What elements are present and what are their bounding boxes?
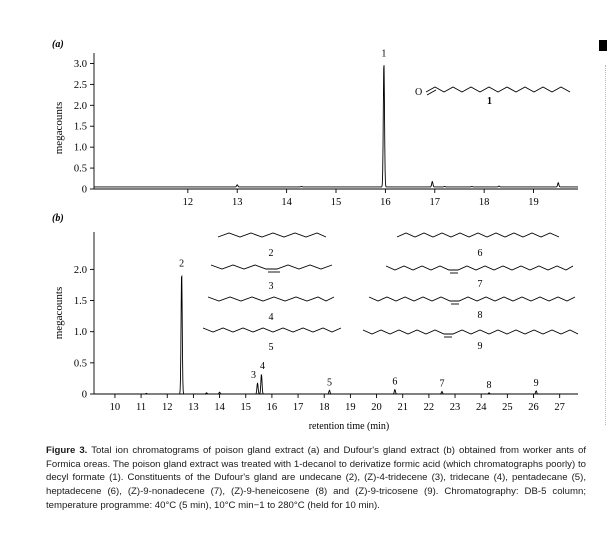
structure-5-chain — [203, 328, 341, 332]
b-x-tick-label: 22 — [423, 402, 435, 413]
structure-1-oxygen: O — [415, 87, 423, 98]
caption-text: Total ion chromatograms of poison gland extract (a) and Dufour's gland extract (b) obtained from worker ants of Formica oreas. The poison gland extract was treated with 1-decanol to derivatize formic acid (which chromatographs poorly) to decyl formate (1). Constituents of the Dufour's gland are undecane (2), (Z)-4-tridecene (3), tridecane (4), pentadecane (5), heptadecene (6), (Z)-9-nonadecene (7), (Z)-9-heneicosene (8) and (Z)-9-tricosene (9). Chromatography: DB-5 column; temperature programme: 40°C (5 min), 10°C min−1 to 280°C (held for 10 min). — [46, 445, 587, 511]
structure-1-chain — [426, 87, 570, 92]
b-x-tick-label: 18 — [318, 402, 330, 413]
figure-caption — [46, 444, 586, 513]
b-x-tick-label: 17 — [292, 402, 304, 413]
structure-4-label: 4 — [268, 312, 274, 323]
a-y-tick-label: 2.0 — [73, 100, 87, 112]
a-x-tick-label: 17 — [429, 197, 441, 208]
structure-8-chain — [369, 297, 575, 301]
panel-a — [52, 39, 578, 208]
structure-7-chain — [386, 266, 573, 270]
b-y-tick-label: 0.5 — [73, 358, 87, 370]
page-edge-marker — [599, 40, 607, 51]
structure-5-label: 5 — [268, 342, 274, 353]
a-y-tick-label: 1.5 — [73, 121, 87, 133]
a-x-tick-label: 15 — [330, 197, 342, 208]
a-y-tick-label: 0.5 — [73, 163, 87, 175]
structure-9-chain — [363, 330, 578, 334]
peak-label-7: 7 — [439, 378, 445, 390]
b-x-tick-label: 14 — [214, 402, 225, 413]
panel-a-y-axis — [74, 53, 94, 196]
a-x-tick-label: 12 — [182, 197, 194, 208]
peak-label-8: 8 — [486, 379, 492, 391]
structure-4-chain — [208, 297, 334, 301]
peak-label-3: 3 — [251, 369, 257, 381]
peak-label-5: 5 — [326, 377, 332, 389]
panel-a-x-axis — [94, 189, 578, 208]
structure-3-label: 3 — [268, 281, 274, 292]
panel-a-label: (a) — [52, 39, 64, 50]
b-x-tick-label: 27 — [554, 402, 565, 413]
b-x-tick-label: 23 — [449, 402, 461, 413]
b-y-tick-label: 1.5 — [73, 296, 87, 308]
structure-8-label: 8 — [477, 310, 483, 321]
a-y-tick-label: 3.0 — [73, 58, 87, 70]
b-x-tick-label: 11 — [136, 402, 147, 413]
panel-a-y-axis-label: megacounts — [53, 101, 65, 155]
panel-a-peak-labels — [381, 48, 386, 59]
b-x-tick-label: 12 — [162, 402, 173, 413]
b-x-tick-label: 20 — [371, 402, 382, 413]
a-x-tick-label: 14 — [281, 197, 292, 208]
peak-label-2: 2 — [179, 258, 185, 270]
structure-6-label: 6 — [477, 248, 483, 259]
peak-label-9: 9 — [533, 377, 539, 389]
b-x-tick-label: 13 — [188, 402, 199, 413]
panel-b-y-axis-label: megacounts — [53, 286, 65, 340]
page-edge-dotted-line — [605, 65, 606, 425]
panel-a-chromatogram-trace — [94, 65, 578, 187]
peak-label-1: 1 — [381, 48, 387, 60]
structure-9-label: 9 — [477, 341, 483, 352]
panel-b-chromatogram-trace — [94, 276, 578, 394]
structure-7-label: 7 — [477, 279, 483, 290]
b-x-tick-label: 15 — [240, 402, 251, 413]
panel-b-y-axis — [74, 232, 94, 401]
b-x-tick-label: 16 — [266, 402, 278, 413]
b-x-tick-label: 25 — [502, 402, 513, 413]
b-x-tick-label: 19 — [345, 402, 356, 413]
panel-b-peak-labels — [179, 258, 538, 391]
caption-label: Figure 3. — [46, 445, 88, 456]
b-y-tick-label: 2.0 — [73, 264, 87, 276]
a-x-tick-label: 16 — [380, 197, 391, 208]
structure-1 — [415, 87, 570, 107]
structure-3-chain — [211, 265, 332, 269]
panel-b-x-axis-label: retention time (min) — [308, 421, 390, 432]
panel-b-x-axis — [94, 394, 578, 413]
structure-1-label: 1 — [487, 96, 492, 107]
peak-label-6: 6 — [392, 376, 398, 388]
panel-b-label: (b) — [52, 213, 64, 224]
structure-2-label: 2 — [268, 248, 274, 259]
a-y-tick-label: 0 — [81, 184, 87, 196]
b-x-tick-label: 21 — [397, 402, 408, 413]
b-x-tick-label: 24 — [475, 402, 487, 413]
panel-b — [52, 213, 578, 432]
a-y-tick-label: 1.0 — [73, 142, 87, 154]
structure-2-chain — [218, 233, 326, 237]
b-y-tick-label: 0 — [81, 389, 87, 401]
a-y-tick-label: 2.5 — [73, 79, 87, 91]
a-x-tick-label: 13 — [231, 197, 243, 208]
b-x-tick-label: 10 — [109, 402, 121, 413]
a-x-tick-label: 18 — [478, 197, 490, 208]
b-y-tick-label: 1.0 — [73, 327, 87, 339]
structure-6-chain — [397, 233, 559, 237]
b-x-tick-label: 26 — [528, 402, 539, 413]
structures-group — [203, 233, 578, 337]
a-x-tick-label: 19 — [528, 197, 539, 208]
peak-label-4: 4 — [259, 361, 265, 373]
